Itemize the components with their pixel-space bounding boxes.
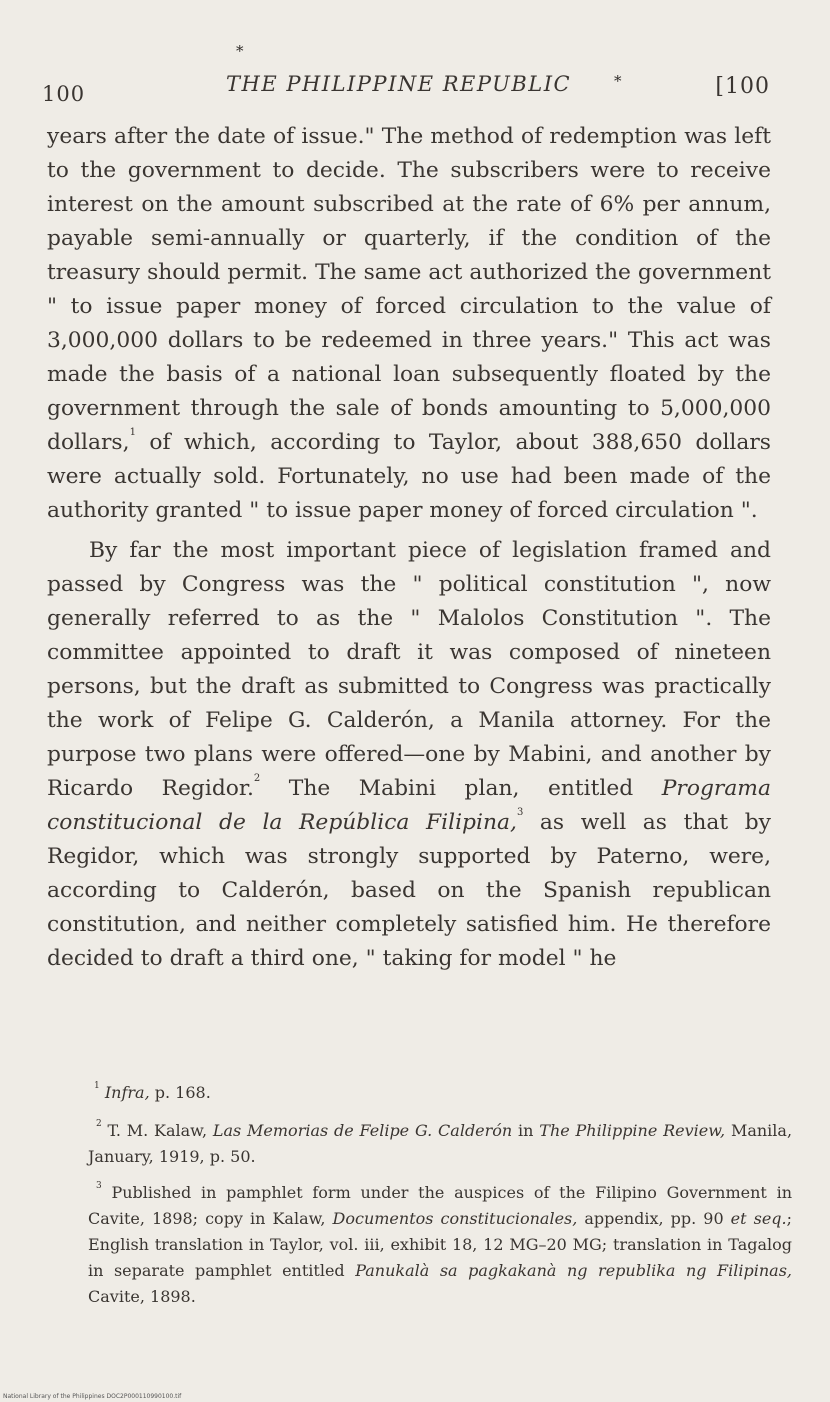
- scan-label: National Library of the Philippines DOC2P000110990100.tif: [3, 1393, 182, 1400]
- body-text: [47, 120, 771, 976]
- paragraph-1: years after the date of issue." The method of redemption was left to the government to decide. The subscribers were to receive interest on the amount subscribed at the rate of 6% per annum, payable semi-annually or quarterly, if the condition of the treasury should permit. The same act authorized the government " to issue paper money of forced circulation to the value of 3,000,000 dollars to be redeemed in three years." This act was made the basis of a national loan subsequently floated by the government through the sale of bonds amounting to 5,000,000 dollars,$^1$ of which, according to Taylor, about 388,650 dollars were actually sold. Fortunately, no use had been made of the authority granted " to issue paper money of forced circulation ".: [47, 124, 771, 523]
- footnotes: [88, 1080, 792, 1320]
- page-number-right: [100: [715, 74, 770, 99]
- header-mark-icon: *: [614, 72, 622, 90]
- running-head: [42, 68, 770, 104]
- footnote-ref-3: 3: [516, 807, 524, 818]
- italic-title: Programa constitucional de la República Filipina,: [47, 776, 771, 835]
- page-number-left: 100: [42, 82, 86, 106]
- footnote-2: $^2$ T. M. Kalaw, Las Memorias de Felipe G. Calderón in The Philippine Review, Manila, January, 1919, p. 50.: [88, 1119, 793, 1166]
- footnote-1: $^1$ Infra, p. 168.: [94, 1081, 211, 1102]
- paragraph-2: By far the most important piece of legislation framed and passed by Congress was the " political constitution ", now generally referred to as the " Malolos Constitution ". The committee appointed to draft it was composed of nineteen persons, but the draft as submitted to Congress was practically the work of Felipe G. Calderón, a Manila attorney. For the purpose two plans were offered—one by Mabini, and another by Ricardo Regidor.$^2$ The Mabini plan, entitled Programa constitucional de la República Filipina,$^3$ as well as that by Regidor, which was strongly supported by Paterno, were, according to Calderón, based on the Spanish republican constitution, and neither completely satisfied him. He therefore decided to draft a third one, " taking for model " he: [47, 538, 771, 971]
- printer-mark-icon: *: [236, 42, 244, 60]
- running-title: THE PHILIPPINE REPUBLIC: [226, 72, 572, 96]
- footnote-3: $^3$ Published in pamphlet form under the auspices of the Filipino Government in Cavite, 1898; copy in Kalaw, Documentos constitucionales, appendix, pp. 90 et seq.; English translation in Taylor, vol. iii, exhibit 18, 12 MG–20 MG; translation in Tagalog in separate pamphlet entitled Panukalà sa pagkakanà ng republika ng Filipinas, Cavite, 1898.: [88, 1181, 793, 1306]
- footnote-ref-1: 1: [129, 427, 136, 438]
- footnote-ref-2: 2: [253, 773, 261, 784]
